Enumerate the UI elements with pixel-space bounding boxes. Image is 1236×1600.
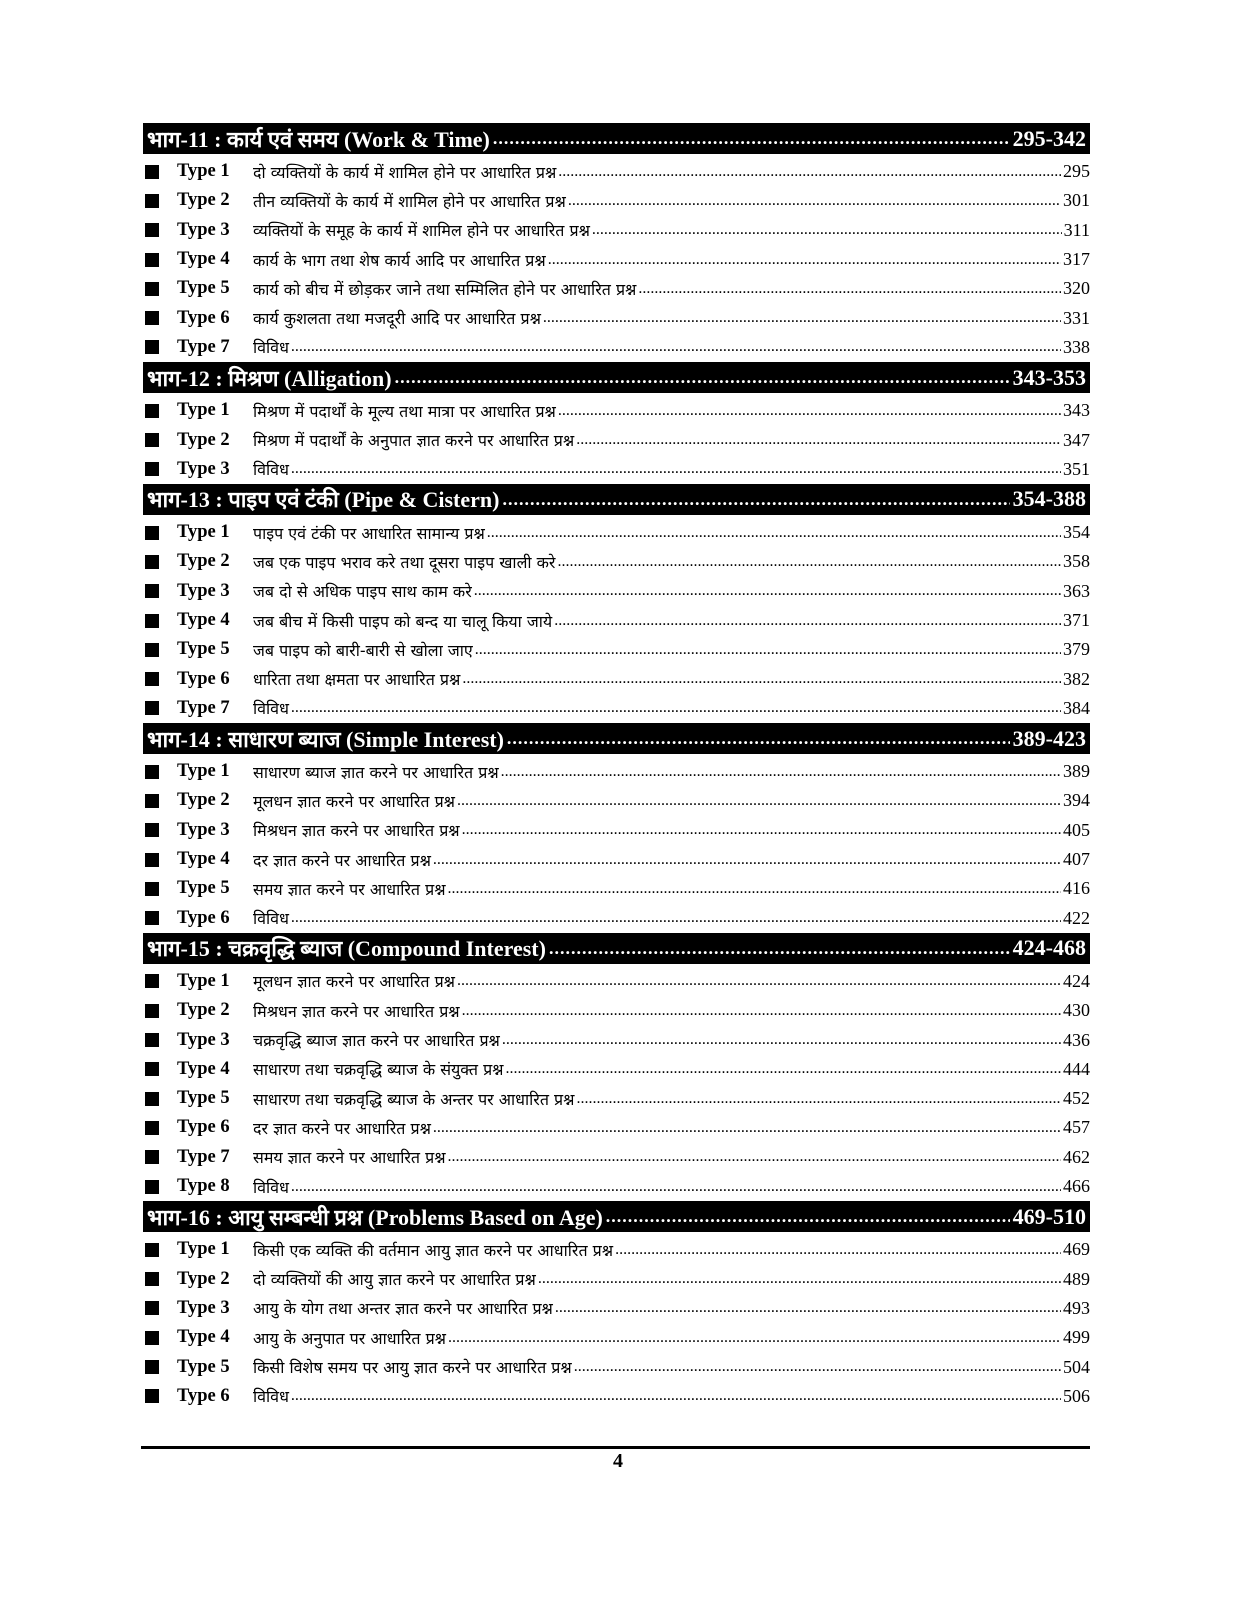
entry-type-label: Type 2 bbox=[177, 1000, 230, 1021]
entry-type-label: Type 1 bbox=[177, 761, 230, 782]
entry-title: जब पाइप को बारी-बारी से खोला जाए bbox=[253, 640, 473, 660]
entry-page-number: 320 bbox=[1063, 278, 1090, 299]
square-bullet-icon bbox=[145, 1272, 159, 1286]
entry-page-number: 317 bbox=[1063, 249, 1090, 270]
square-bullet-icon bbox=[145, 672, 159, 686]
entry-title: धारिता तथा क्षमता पर आधारित प्रश्न bbox=[253, 670, 461, 690]
square-bullet-icon bbox=[145, 282, 159, 296]
entry-title: समय ज्ञात करने पर आधारित प्रश्न bbox=[253, 879, 446, 899]
entry-type-label: Type 2 bbox=[177, 790, 230, 811]
entry-type-label: Type 5 bbox=[177, 639, 230, 660]
entry-type-label: Type 6 bbox=[177, 1385, 230, 1406]
square-bullet-icon bbox=[145, 1360, 159, 1374]
square-bullet-icon bbox=[145, 1092, 159, 1106]
square-bullet-icon bbox=[145, 462, 159, 476]
section-title: भाग-13 : पाइप एवं टंकी (Pipe & Cistern) bbox=[147, 487, 500, 513]
entry-page-number: 354 bbox=[1063, 522, 1090, 543]
entry-title: विविध bbox=[253, 909, 289, 929]
dot-leader bbox=[558, 402, 1061, 420]
toc-entry[interactable] bbox=[143, 967, 1090, 996]
entry-title: विविध bbox=[253, 1387, 289, 1407]
section-header[interactable] bbox=[143, 723, 1090, 754]
toc-entry[interactable] bbox=[143, 518, 1090, 547]
section-page-range: 343-353 bbox=[1012, 364, 1086, 390]
toc-entry[interactable] bbox=[143, 1084, 1090, 1113]
square-bullet-icon bbox=[145, 911, 159, 925]
section-page-range: 354-388 bbox=[1012, 486, 1086, 512]
square-bullet-icon bbox=[145, 1331, 159, 1345]
dot-leader bbox=[291, 1178, 1061, 1196]
square-bullet-icon bbox=[145, 1062, 159, 1076]
entry-title: दर ज्ञात करने पर आधारित प्रश्न bbox=[253, 850, 431, 870]
entry-page-number: 394 bbox=[1063, 790, 1090, 811]
entry-title: विविध bbox=[253, 699, 289, 719]
entry-page-number: 489 bbox=[1063, 1268, 1090, 1289]
table-of-contents bbox=[143, 123, 1090, 1411]
section-title: भाग-16 : आयु सम्बन्धी प्रश्न (Problems Based on Age) bbox=[147, 1204, 603, 1230]
entry-page-number: 407 bbox=[1063, 849, 1090, 870]
dot-leader bbox=[487, 524, 1061, 542]
entry-type-label: Type 1 bbox=[177, 400, 230, 421]
square-bullet-icon bbox=[145, 765, 159, 779]
dot-leader bbox=[448, 1329, 1061, 1347]
entry-type-label: Type 3 bbox=[177, 819, 230, 840]
dot-leader bbox=[433, 1119, 1061, 1137]
square-bullet-icon bbox=[145, 853, 159, 867]
dot-leader bbox=[457, 792, 1061, 810]
toc-entry[interactable] bbox=[143, 635, 1090, 664]
dot-leader bbox=[557, 553, 1061, 571]
dot-leader bbox=[558, 163, 1061, 181]
section-header[interactable] bbox=[143, 362, 1090, 393]
square-bullet-icon bbox=[145, 526, 159, 540]
entry-page-number: 379 bbox=[1063, 639, 1090, 660]
entry-type-label: Type 5 bbox=[177, 1088, 230, 1109]
entry-page-number: 405 bbox=[1063, 819, 1090, 840]
dot-leader bbox=[615, 1241, 1061, 1259]
entry-title: दो व्यक्तियों की आयु ज्ञात करने पर आधारित प्रश्न bbox=[253, 1270, 536, 1290]
square-bullet-icon bbox=[145, 223, 159, 237]
entry-page-number: 382 bbox=[1063, 668, 1090, 689]
square-bullet-icon bbox=[145, 614, 159, 628]
entry-page-number: 358 bbox=[1063, 551, 1090, 572]
square-bullet-icon bbox=[145, 1150, 159, 1164]
dot-leader bbox=[462, 670, 1061, 688]
toc-entry[interactable] bbox=[143, 303, 1090, 332]
square-bullet-icon bbox=[145, 643, 159, 657]
entry-page-number: 338 bbox=[1063, 336, 1090, 357]
toc-entry[interactable] bbox=[143, 1055, 1090, 1084]
entry-page-number: 295 bbox=[1063, 161, 1090, 182]
entry-type-label: Type 6 bbox=[177, 307, 230, 328]
entry-title: विविध bbox=[253, 1177, 289, 1197]
entry-type-label: Type 4 bbox=[177, 1058, 230, 1079]
entry-type-label: Type 2 bbox=[177, 1268, 230, 1289]
toc-entry[interactable] bbox=[143, 1352, 1090, 1381]
toc-entry[interactable] bbox=[143, 1025, 1090, 1054]
entry-type-label: Type 5 bbox=[177, 278, 230, 299]
toc-entry[interactable] bbox=[143, 786, 1090, 815]
entry-page-number: 444 bbox=[1063, 1058, 1090, 1079]
entry-type-label: Type 3 bbox=[177, 1029, 230, 1050]
entry-title: कार्य को बीच में छोड़कर जाने तथा सम्मिलित होने पर आधारित प्रश्न bbox=[253, 279, 637, 299]
entry-title: कार्य के भाग तथा शेष कार्य आदि पर आधारित प्रश्न bbox=[253, 250, 546, 270]
toc-entry[interactable] bbox=[143, 274, 1090, 303]
section-title: भाग-15 : चक्रवृद्धि ब्याज (Compound Interest) bbox=[147, 936, 546, 962]
dot-leader bbox=[291, 699, 1061, 717]
entry-type-label: Type 6 bbox=[177, 907, 230, 928]
toc-entry[interactable] bbox=[143, 1265, 1090, 1294]
entry-page-number: 311 bbox=[1063, 219, 1090, 240]
dot-leader bbox=[462, 1002, 1061, 1020]
dot-leader bbox=[543, 309, 1061, 327]
square-bullet-icon bbox=[145, 584, 159, 598]
entry-title: साधारण तथा चक्रवृद्धि ब्याज के संयुक्त प्रश्न bbox=[253, 1060, 504, 1080]
toc-entry[interactable] bbox=[143, 1323, 1090, 1352]
entry-page-number: 347 bbox=[1063, 429, 1090, 450]
entry-title: व्यक्तियों के समूह के कार्य में शामिल होने पर आधारित प्रश्न bbox=[253, 221, 590, 241]
toc-entry[interactable] bbox=[143, 245, 1090, 274]
toc-entry[interactable] bbox=[143, 996, 1090, 1025]
entry-type-label: Type 3 bbox=[177, 1297, 230, 1318]
square-bullet-icon bbox=[145, 701, 159, 715]
footer-divider bbox=[141, 1446, 1090, 1449]
section-header[interactable] bbox=[143, 933, 1090, 964]
entry-page-number: 499 bbox=[1063, 1327, 1090, 1348]
entry-type-label: Type 4 bbox=[177, 610, 230, 630]
entry-type-label: Type 1 bbox=[177, 1239, 230, 1260]
square-bullet-icon bbox=[145, 1004, 159, 1018]
entry-page-number: 384 bbox=[1063, 697, 1090, 718]
entry-type-label: Type 1 bbox=[177, 522, 230, 543]
entry-type-label: Type 1 bbox=[177, 970, 230, 991]
entry-title: आयु के अनुपात पर आधारित प्रश्न bbox=[253, 1328, 446, 1348]
square-bullet-icon bbox=[145, 404, 159, 418]
toc-entry[interactable] bbox=[143, 1294, 1090, 1323]
entry-title: दर ज्ञात करने पर आधारित प्रश्न bbox=[253, 1118, 431, 1138]
toc-entry[interactable] bbox=[143, 606, 1090, 635]
toc-entry[interactable] bbox=[143, 396, 1090, 425]
square-bullet-icon bbox=[145, 340, 159, 354]
entry-page-number: 331 bbox=[1063, 307, 1090, 328]
entry-title: जब एक पाइप भराव करे तथा दूसरा पाइप खाली करे bbox=[253, 552, 556, 572]
square-bullet-icon bbox=[145, 794, 159, 808]
entry-title: आयु के योग तथा अन्तर ज्ञात करने पर आधारित प्रश्न bbox=[253, 1299, 553, 1319]
entry-type-label: Type 7 bbox=[177, 697, 230, 718]
toc-entry[interactable] bbox=[143, 547, 1090, 576]
dot-leader bbox=[576, 431, 1061, 449]
entry-title: साधारण ब्याज ज्ञात करने पर आधारित प्रश्न bbox=[253, 762, 499, 782]
entry-title: तीन व्यक्तियों के कार्य में शामिल होने पर आधारित प्रश्न bbox=[253, 191, 566, 211]
dot-leader bbox=[606, 1206, 1010, 1227]
entry-title: किसी एक व्यक्ति की वर्तमान आयु ज्ञात करने पर आधारित प्रश्न bbox=[253, 1240, 614, 1260]
dot-leader bbox=[475, 641, 1061, 659]
entry-type-label: Type 5 bbox=[177, 878, 230, 899]
entry-type-label: Type 2 bbox=[177, 551, 230, 572]
entry-type-label: Type 6 bbox=[177, 668, 230, 689]
dot-leader bbox=[574, 1358, 1061, 1376]
square-bullet-icon bbox=[145, 882, 159, 896]
dot-leader bbox=[505, 1060, 1061, 1078]
entry-page-number: 389 bbox=[1063, 761, 1090, 782]
dot-leader bbox=[291, 338, 1061, 356]
entry-title: कार्य कुशलता तथा मजदूरी आदि पर आधारित प्रश्न bbox=[253, 309, 541, 329]
entry-type-label: Type 4 bbox=[177, 849, 230, 870]
toc-entry[interactable] bbox=[143, 577, 1090, 606]
entry-page-number: 457 bbox=[1063, 1117, 1090, 1138]
section-header[interactable] bbox=[143, 484, 1090, 515]
square-bullet-icon bbox=[145, 433, 159, 447]
entry-type-label: Type 8 bbox=[177, 1176, 230, 1197]
entry-title: मिश्रधन ज्ञात करने पर आधारित प्रश्न bbox=[253, 1001, 460, 1021]
section-title: भाग-14 : साधारण ब्याज (Simple Interest) bbox=[147, 726, 504, 752]
entry-title: विविध bbox=[253, 338, 289, 358]
entry-type-label: Type 7 bbox=[177, 336, 230, 357]
toc-entry[interactable] bbox=[143, 816, 1090, 845]
dot-leader bbox=[291, 909, 1061, 927]
square-bullet-icon bbox=[145, 253, 159, 267]
toc-section bbox=[143, 484, 1090, 723]
entry-title: दो व्यक्तियों के कार्य में शामिल होने पर आधारित प्रश्न bbox=[253, 162, 557, 182]
entry-page-number: 416 bbox=[1063, 878, 1090, 899]
square-bullet-icon bbox=[145, 1121, 159, 1135]
toc-entry[interactable] bbox=[143, 333, 1090, 362]
entry-page-number: 504 bbox=[1063, 1356, 1090, 1377]
square-bullet-icon bbox=[145, 1033, 159, 1047]
square-bullet-icon bbox=[145, 1243, 159, 1257]
entry-title: मिश्रण में पदार्थों के मूल्य तथा मात्रा पर आधारित प्रश्न bbox=[253, 401, 556, 421]
toc-section bbox=[143, 123, 1090, 362]
entry-title: मिश्रण में पदार्थों के अनुपात ज्ञात करने पर आधारित प्रश्न bbox=[253, 431, 575, 451]
entry-page-number: 424 bbox=[1063, 970, 1090, 991]
dot-leader bbox=[502, 1031, 1061, 1049]
entry-page-number: 436 bbox=[1063, 1029, 1090, 1050]
entry-title: जब बीच में किसी पाइप को बन्द या चालू किया जाये bbox=[253, 611, 553, 631]
dot-leader bbox=[555, 1299, 1061, 1317]
entry-type-label: Type 5 bbox=[177, 1356, 230, 1377]
toc-entry[interactable] bbox=[143, 157, 1090, 186]
entry-title: मूलधन ज्ञात करने पर आधारित प्रश्न bbox=[253, 972, 455, 992]
dot-leader bbox=[507, 728, 1010, 749]
toc-section bbox=[143, 1201, 1090, 1411]
entry-type-label: Type 2 bbox=[177, 429, 230, 450]
square-bullet-icon bbox=[145, 311, 159, 325]
dot-leader bbox=[395, 367, 1010, 388]
toc-entry[interactable] bbox=[143, 186, 1090, 215]
dot-leader bbox=[592, 221, 1062, 239]
dot-leader bbox=[638, 280, 1061, 298]
dot-leader bbox=[433, 851, 1061, 869]
square-bullet-icon bbox=[145, 555, 159, 569]
dot-leader bbox=[474, 582, 1061, 600]
entry-title: किसी विशेष समय पर आयु ज्ञात करने पर आधारित प्रश्न bbox=[253, 1358, 572, 1378]
dot-leader bbox=[493, 128, 1010, 149]
entry-title: मिश्रधन ज्ञात करने पर आधारित प्रश्न bbox=[253, 821, 460, 841]
square-bullet-icon bbox=[145, 1389, 159, 1403]
toc-entry[interactable] bbox=[143, 425, 1090, 454]
toc-entry[interactable] bbox=[143, 664, 1090, 693]
dot-leader bbox=[291, 460, 1061, 478]
section-page-range: 389-423 bbox=[1012, 725, 1086, 751]
dot-leader bbox=[548, 251, 1061, 269]
section-title: भाग-12 : मिश्रण (Alligation) bbox=[147, 365, 392, 391]
entry-page-number: 469 bbox=[1063, 1239, 1090, 1260]
section-title: भाग-11 : कार्य एवं समय (Work & Time) bbox=[147, 126, 490, 152]
entry-page-number: 371 bbox=[1063, 610, 1090, 630]
section-header[interactable] bbox=[143, 1201, 1090, 1232]
dot-leader bbox=[291, 1387, 1061, 1405]
dot-leader bbox=[448, 1148, 1061, 1166]
toc-entry[interactable] bbox=[143, 1113, 1090, 1142]
entry-title: चक्रवृद्धि ब्याज ज्ञात करने पर आधारित प्रश्न bbox=[253, 1031, 500, 1051]
entry-type-label: Type 3 bbox=[177, 219, 230, 240]
entry-page-number: 452 bbox=[1063, 1088, 1090, 1109]
entry-title: मूलधन ज्ञात करने पर आधारित प्रश्न bbox=[253, 791, 455, 811]
entry-type-label: Type 6 bbox=[177, 1117, 230, 1138]
entry-page-number: 493 bbox=[1063, 1297, 1090, 1318]
entry-type-label: Type 3 bbox=[177, 458, 230, 479]
entry-page-number: 462 bbox=[1063, 1146, 1090, 1167]
toc-entry[interactable] bbox=[143, 1235, 1090, 1264]
dot-leader bbox=[448, 880, 1061, 898]
entry-type-label: Type 2 bbox=[177, 190, 230, 211]
toc-entry[interactable] bbox=[143, 455, 1090, 484]
toc-entry[interactable] bbox=[143, 1172, 1090, 1201]
toc-entry[interactable] bbox=[143, 1382, 1090, 1411]
section-page-range: 295-342 bbox=[1012, 125, 1086, 151]
dot-leader bbox=[576, 1090, 1061, 1108]
entry-title: विविध bbox=[253, 460, 289, 480]
entry-page-number: 430 bbox=[1063, 1000, 1090, 1021]
entry-page-number: 351 bbox=[1063, 458, 1090, 479]
toc-entry[interactable] bbox=[143, 694, 1090, 723]
dot-leader bbox=[538, 1270, 1061, 1288]
square-bullet-icon bbox=[145, 165, 159, 179]
dot-leader bbox=[501, 763, 1061, 781]
toc-entry[interactable] bbox=[143, 757, 1090, 786]
dot-leader bbox=[462, 821, 1061, 839]
entry-title: पाइप एवं टंकी पर आधारित सामान्य प्रश्न bbox=[253, 523, 485, 543]
toc-entry[interactable] bbox=[143, 1143, 1090, 1172]
dot-leader bbox=[549, 938, 1010, 959]
toc-section bbox=[143, 933, 1090, 1201]
entry-type-label: Type 4 bbox=[177, 1327, 230, 1348]
entry-type-label: Type 3 bbox=[177, 580, 230, 601]
square-bullet-icon bbox=[145, 1180, 159, 1194]
section-header[interactable] bbox=[143, 123, 1090, 154]
entry-type-label: Type 1 bbox=[177, 161, 230, 182]
entry-page-number: 506 bbox=[1063, 1385, 1090, 1406]
entry-page-number: 466 bbox=[1063, 1176, 1090, 1197]
dot-leader bbox=[457, 972, 1061, 990]
section-page-range: 469-510 bbox=[1012, 1203, 1086, 1229]
entry-page-number: 343 bbox=[1063, 400, 1090, 421]
toc-entry[interactable] bbox=[143, 216, 1090, 245]
toc-entry[interactable] bbox=[143, 874, 1090, 903]
section-page-range: 424-468 bbox=[1012, 935, 1086, 961]
dot-leader bbox=[568, 192, 1061, 210]
entry-page-number: 363 bbox=[1063, 580, 1090, 601]
entry-type-label: Type 4 bbox=[177, 249, 230, 270]
dot-leader bbox=[554, 612, 1061, 630]
square-bullet-icon bbox=[145, 974, 159, 988]
square-bullet-icon bbox=[145, 823, 159, 837]
entry-title: समय ज्ञात करने पर आधारित प्रश्न bbox=[253, 1148, 446, 1168]
entry-title: जब दो से अधिक पाइप साथ काम करे bbox=[253, 582, 472, 602]
dot-leader bbox=[502, 489, 1009, 510]
square-bullet-icon bbox=[145, 1301, 159, 1315]
toc-entry[interactable] bbox=[143, 845, 1090, 874]
page-number: 4 bbox=[613, 1450, 623, 1472]
toc-section bbox=[143, 723, 1090, 933]
square-bullet-icon bbox=[145, 194, 159, 208]
toc-entry[interactable] bbox=[143, 904, 1090, 933]
entry-title: साधारण तथा चक्रवृद्धि ब्याज के अन्तर पर आधारित प्रश्न bbox=[253, 1089, 575, 1109]
entry-page-number: 301 bbox=[1063, 190, 1090, 211]
entry-page-number: 422 bbox=[1063, 907, 1090, 928]
toc-section bbox=[143, 362, 1090, 484]
entry-type-label: Type 7 bbox=[177, 1146, 230, 1167]
